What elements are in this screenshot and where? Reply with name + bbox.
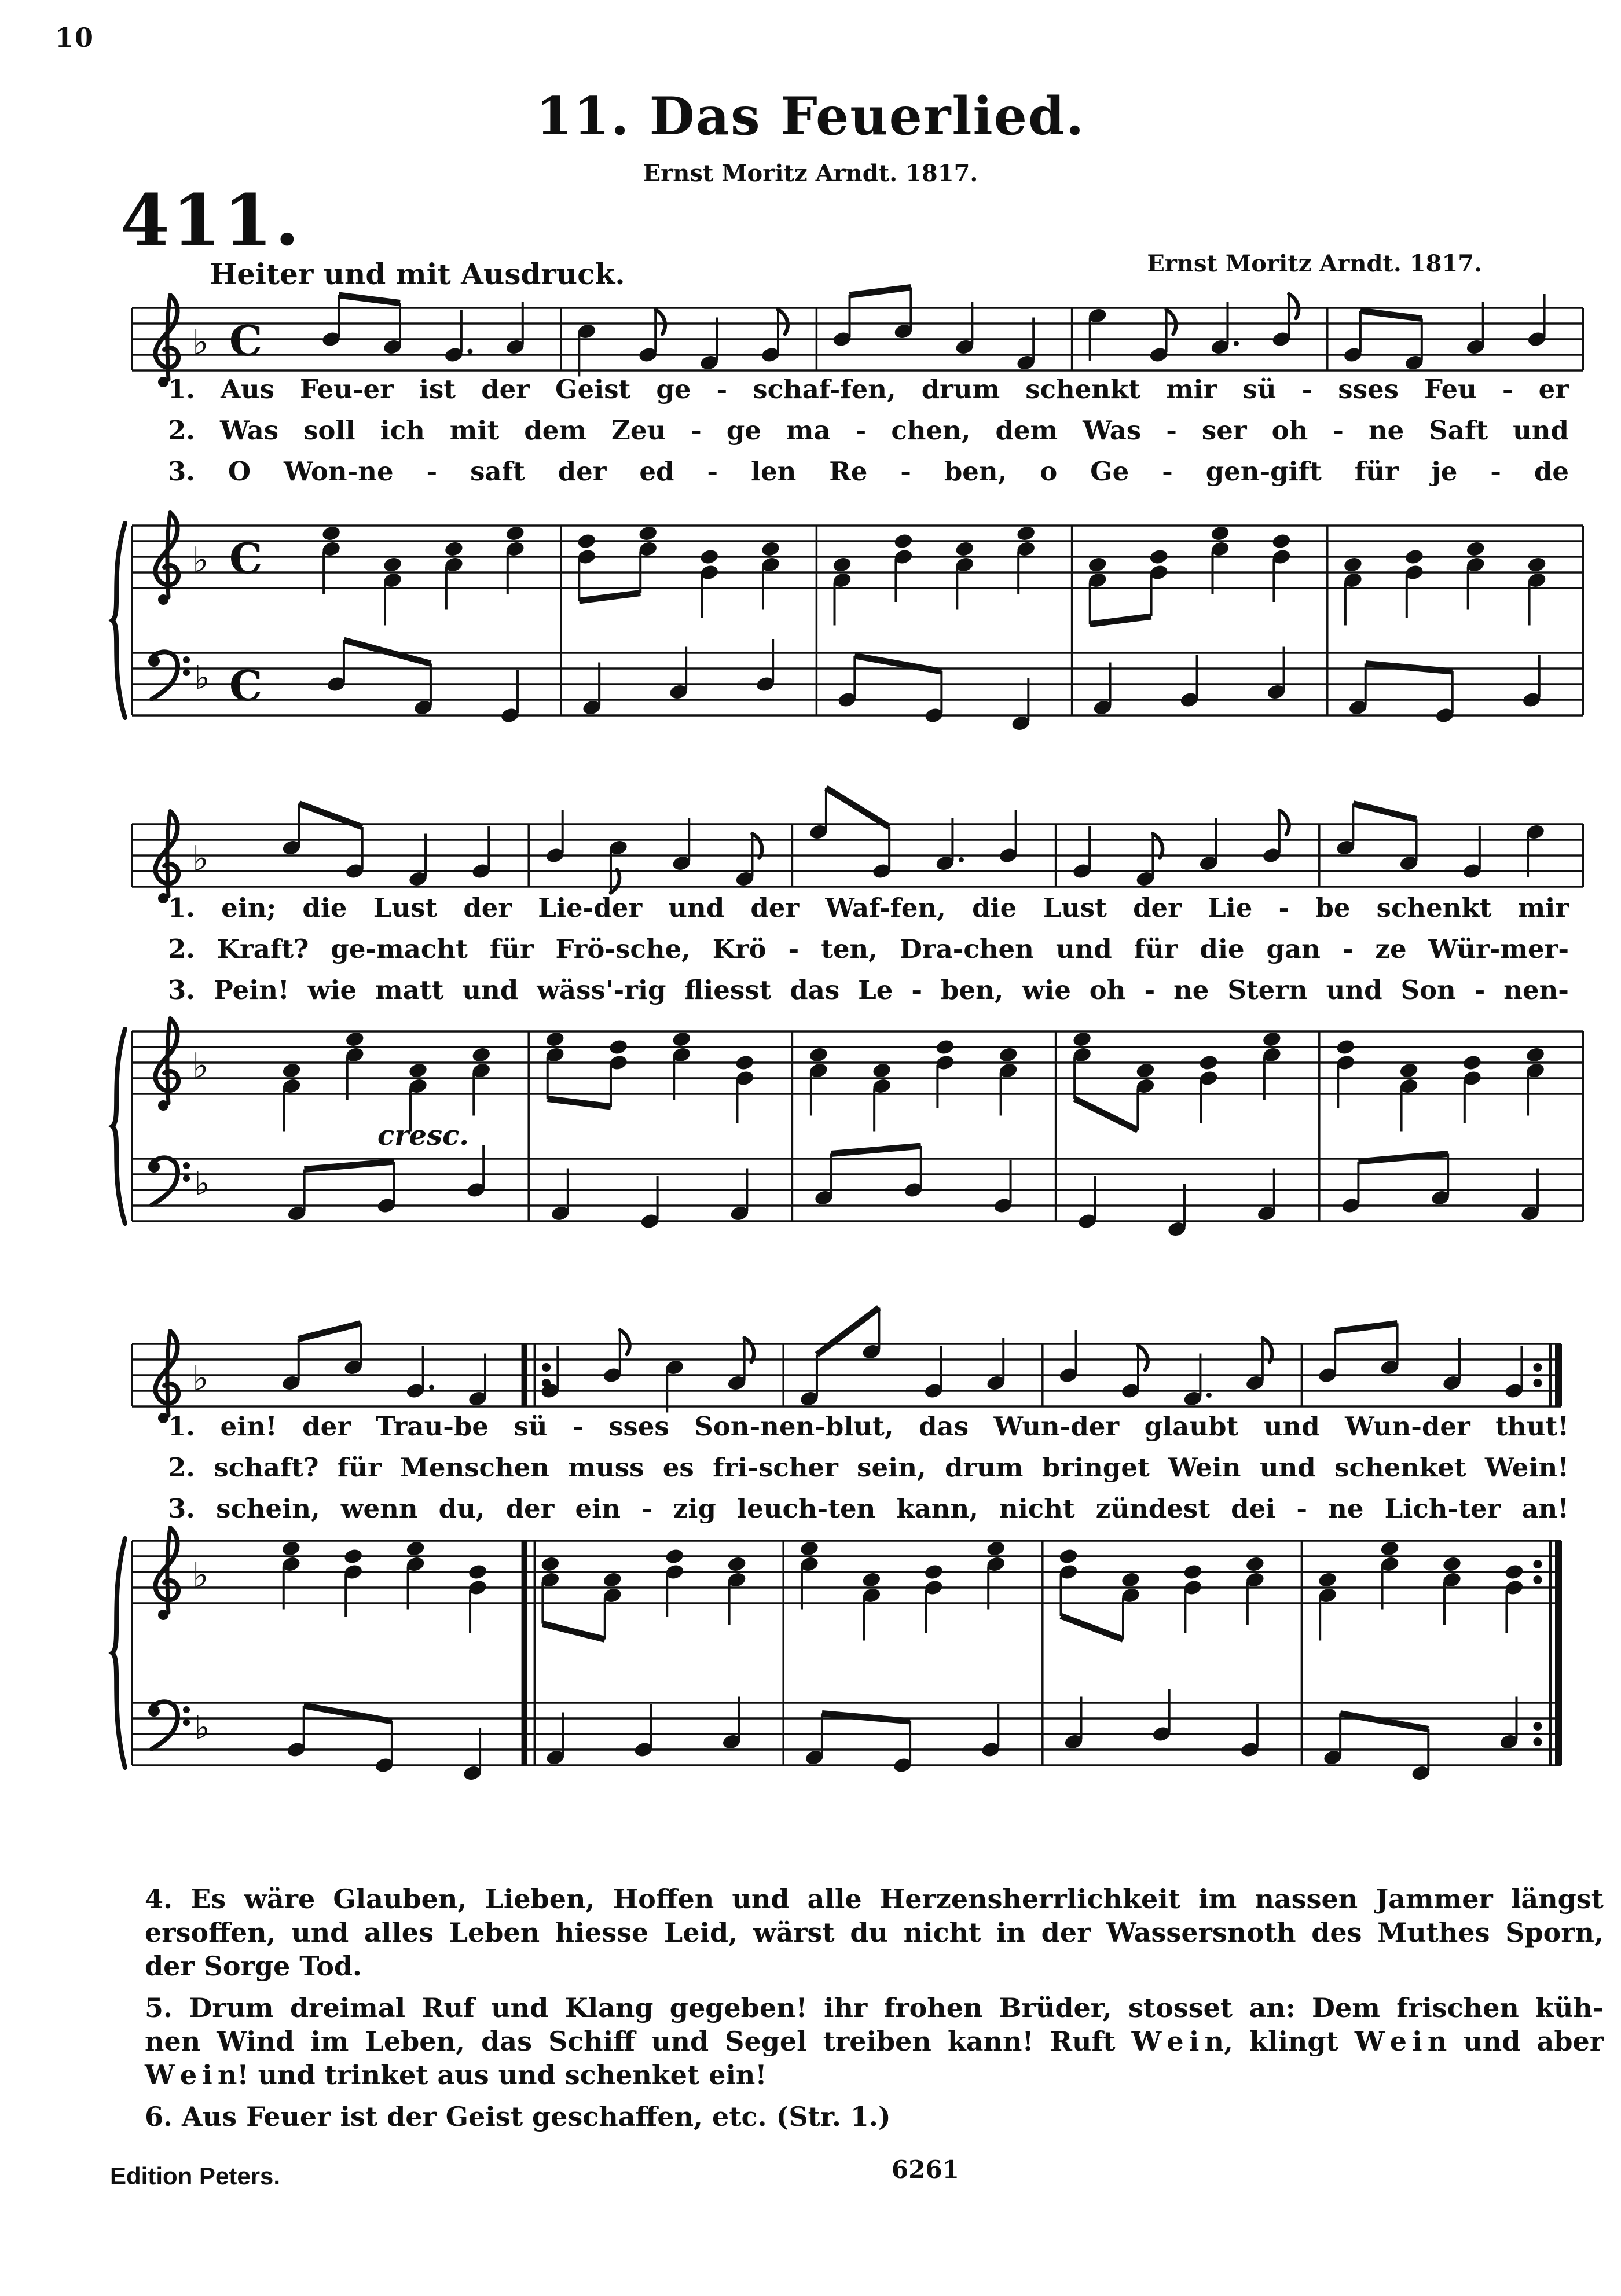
svg-text:C: C <box>229 534 263 583</box>
verse-paragraph <box>145 1991 1604 2092</box>
verse-line: ersoffen, und alles Leben hiesse Leid, wärst du nicht in der Wassersnoth des Muthes Sporn, <box>145 1917 1604 1948</box>
verse-line: W e i n! und trinket aus und schenket ein! <box>145 2059 767 2091</box>
plate-number: 6261 <box>892 2155 959 2184</box>
svg-text:♭: ♭ <box>192 1358 209 1399</box>
svg-text:♭: ♭ <box>192 1046 209 1086</box>
svg-text:♭: ♭ <box>195 1165 210 1203</box>
lyric-line: 3. Pein! wie matt und wäss'-rig fliesst das Le - ben, wie oh - ne Stern und Son - nen- <box>168 975 1569 1005</box>
verse-paragraph <box>145 2100 1604 2133</box>
svg-text:♭: ♭ <box>192 540 209 581</box>
lyric-line: 1. Aus Feu-er ist der Geist ge - schaf-fen, drum schenkt mir sü - sses Feu - er <box>168 374 1569 405</box>
svg-text:♭: ♭ <box>192 1555 209 1596</box>
composer-attribution: Ernst Moritz Arndt. 1817. <box>1147 250 1482 277</box>
lyric-line: 1. ein; die Lust der Lie-der und der Waf-fen, die Lust der Lie - be schenkt mir <box>168 892 1569 923</box>
lyric-line: 3. schein, wenn du, der ein - zig leuch-ten kann, nicht zündest dei - ne Lich-ter an! <box>168 1493 1569 1524</box>
verse-line: 5. Drum dreimal Ruf und Klang gegeben! ihr frohen Brüder, stosset an: Dem frischen küh- <box>145 1992 1604 2023</box>
verse-paragraph <box>145 1882 1604 1983</box>
verse-line: nen Wind im Leben, das Schiff und Segel treiben kann! Ruft W e i n, klingt W e i n und aber <box>145 2026 1604 2057</box>
lyric-line: 1. ein! der Trau-be sü - sses Son-nen-blut, das Wun-der glaubt und Wun-der thut! <box>168 1411 1569 1442</box>
svg-text:♭: ♭ <box>192 839 209 879</box>
lyric-line: 2. Was soll ich mit dem Zeu - ge ma - chen, dem Was - ser oh - ne Saft und <box>168 415 1569 446</box>
svg-text:C: C <box>229 316 263 365</box>
title-attribution: Ernst Moritz Arndt. 1817. <box>643 160 978 187</box>
svg-text:♭: ♭ <box>195 1709 210 1747</box>
crescendo-marking: cresc. <box>377 1119 470 1152</box>
song-number: 411. <box>120 178 302 262</box>
svg-text:♭: ♭ <box>195 659 210 697</box>
page-number: 10 <box>55 22 95 53</box>
verse-line: der Sorge Tod. <box>145 1950 362 1982</box>
tempo-marking: Heiter und mit Ausdruck. <box>210 257 625 291</box>
lyric-line: 2. Kraft? ge-macht für Frö-sche, Krö - ten, Dra-chen und für die gan - ze Wür-mer- <box>168 934 1569 964</box>
lyric-line: 2. schaft? für Menschen muss es fri-scher sein, drum bringet Wein und schenket Wein! <box>168 1452 1569 1483</box>
lyric-line: 3. O Won-ne - saft der ed - len Re - ben, o Ge - gen-gift für je - de <box>168 456 1569 487</box>
svg-text:♭: ♭ <box>192 322 209 363</box>
page-title: 11. Das Feuerlied. <box>536 86 1085 147</box>
verse-line: 4. Es wäre Glauben, Lieben, Hoffen und alle Herzensherrlichkeit im nassen Jammer längst <box>145 1883 1604 1915</box>
additional-verses <box>145 1882 1604 2141</box>
verse-line: 6. Aus Feuer ist der Geist geschaffen, etc. (Str. 1.) <box>145 2101 891 2132</box>
svg-text:C: C <box>229 661 263 710</box>
publisher: Edition Peters. <box>110 2162 281 2190</box>
